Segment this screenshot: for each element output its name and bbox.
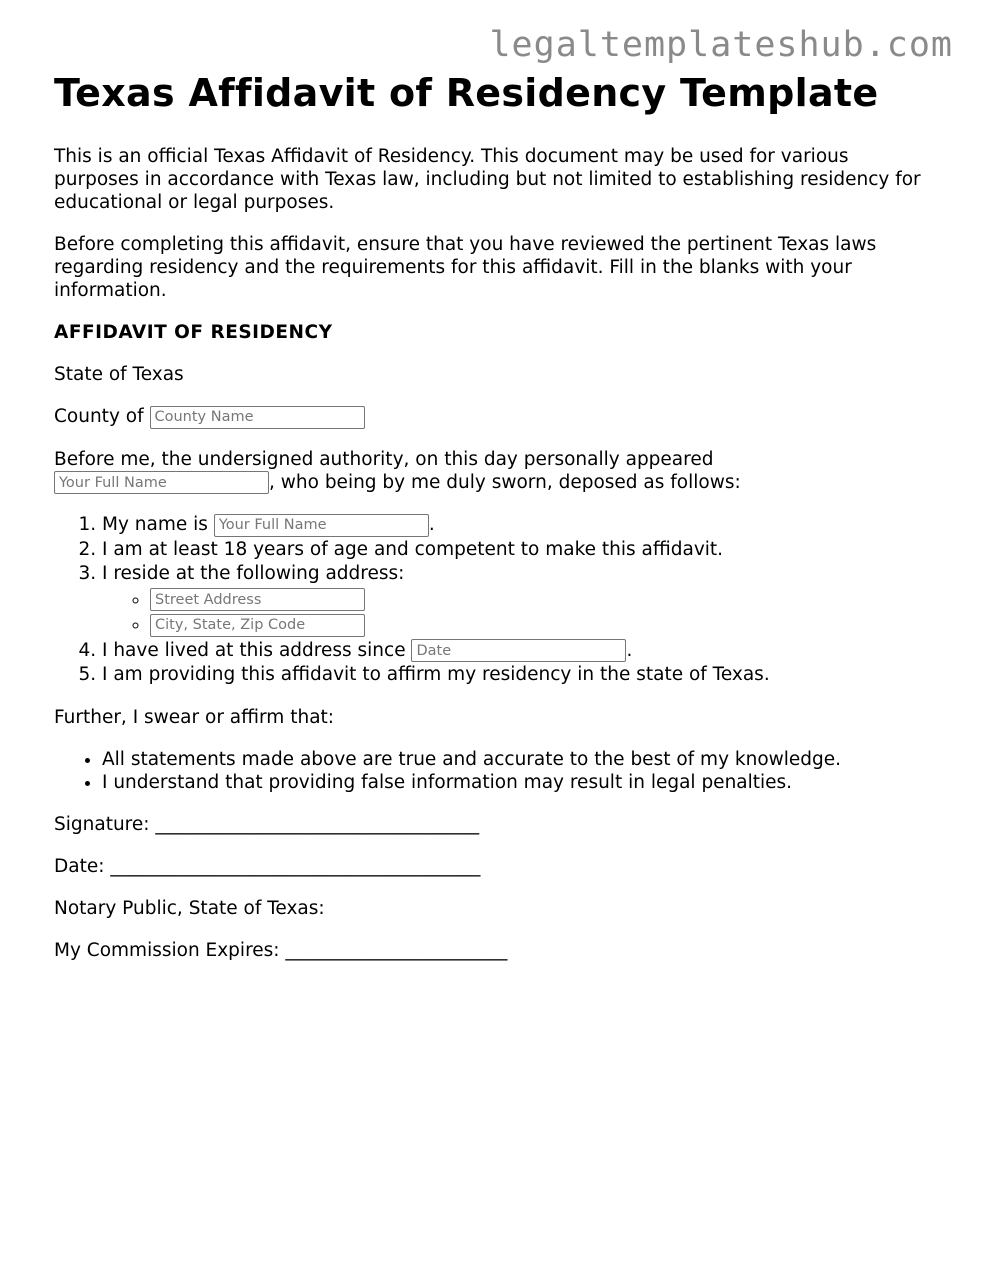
full-name-input[interactable] bbox=[214, 514, 429, 537]
state-line: State of Texas bbox=[54, 364, 184, 385]
statement-age: 2. I am at least 18 years of age and competent to make this affidavit. bbox=[102, 538, 934, 562]
section-heading: AFFIDAVIT OF RESIDENCY bbox=[54, 322, 333, 343]
intro-paragraph-1: This is an official Texas Affidavit of Residency. This document may be used for various purposes in accordance with Texas law, including but not limited to establishing residency for educational or legal purposes. bbox=[54, 146, 921, 213]
notary-line: Notary Public, State of Texas: bbox=[54, 897, 325, 919]
watermark: legaltemplateshub.com bbox=[489, 25, 953, 65]
statement-name bbox=[102, 513, 934, 537]
appearance-text-after: , who being by me duly sworn, deposed as follows: bbox=[269, 471, 741, 493]
statement-lived-since bbox=[102, 639, 934, 663]
address-street-item bbox=[150, 588, 934, 612]
statements-list bbox=[54, 513, 934, 687]
street-address-input[interactable] bbox=[150, 588, 365, 611]
county-label: County of bbox=[54, 406, 144, 427]
commission-line: My Commission Expires: ________________________ bbox=[54, 939, 508, 961]
statement-purpose: 5. I am providing this affidavit to affirm my residency in the state of Texas. bbox=[102, 663, 934, 687]
statement-address bbox=[102, 562, 934, 637]
affirmations-list bbox=[54, 748, 934, 794]
county-line bbox=[54, 405, 934, 429]
page-title: Texas Affidavit of Residency Template bbox=[54, 71, 879, 115]
statement-address-text: I reside at the following address: bbox=[102, 563, 405, 584]
appearance-paragraph bbox=[54, 448, 934, 495]
appearance-text-before: Before me, the undersigned authority, on this day personally appeared bbox=[54, 448, 714, 470]
county-name-input[interactable] bbox=[150, 406, 365, 429]
city-state-zip-input[interactable] bbox=[150, 614, 365, 637]
date-line: Date: ________________________________________ bbox=[54, 855, 481, 877]
date-input[interactable] bbox=[411, 639, 626, 662]
affirmation-item: • All statements made above are true and accurate to the best of my knowledge. bbox=[102, 748, 934, 771]
statement-lived-since-prefix: I have lived at this address since bbox=[102, 639, 406, 661]
document-body bbox=[54, 70, 934, 981]
appeared-full-name-input[interactable] bbox=[54, 471, 269, 494]
intro-paragraph-2: Before completing this affidavit, ensure that you have reviewed the pertinent Texas laws regarding residency and the requirements for this affidavit. Fill in the blanks with your information. bbox=[54, 234, 877, 301]
further-text: Further, I swear or affirm that: bbox=[54, 706, 335, 728]
statement-lived-since-suffix: . bbox=[626, 639, 633, 661]
statement-name-prefix: My name is bbox=[102, 514, 208, 535]
address-fields bbox=[102, 588, 934, 637]
affirmation-item: • I understand that providing false information may result in legal penalties. bbox=[102, 771, 934, 794]
address-city-item bbox=[150, 613, 934, 637]
statement-name-suffix: . bbox=[428, 514, 435, 535]
signature-line: Signature: ___________________________________ bbox=[54, 813, 480, 835]
